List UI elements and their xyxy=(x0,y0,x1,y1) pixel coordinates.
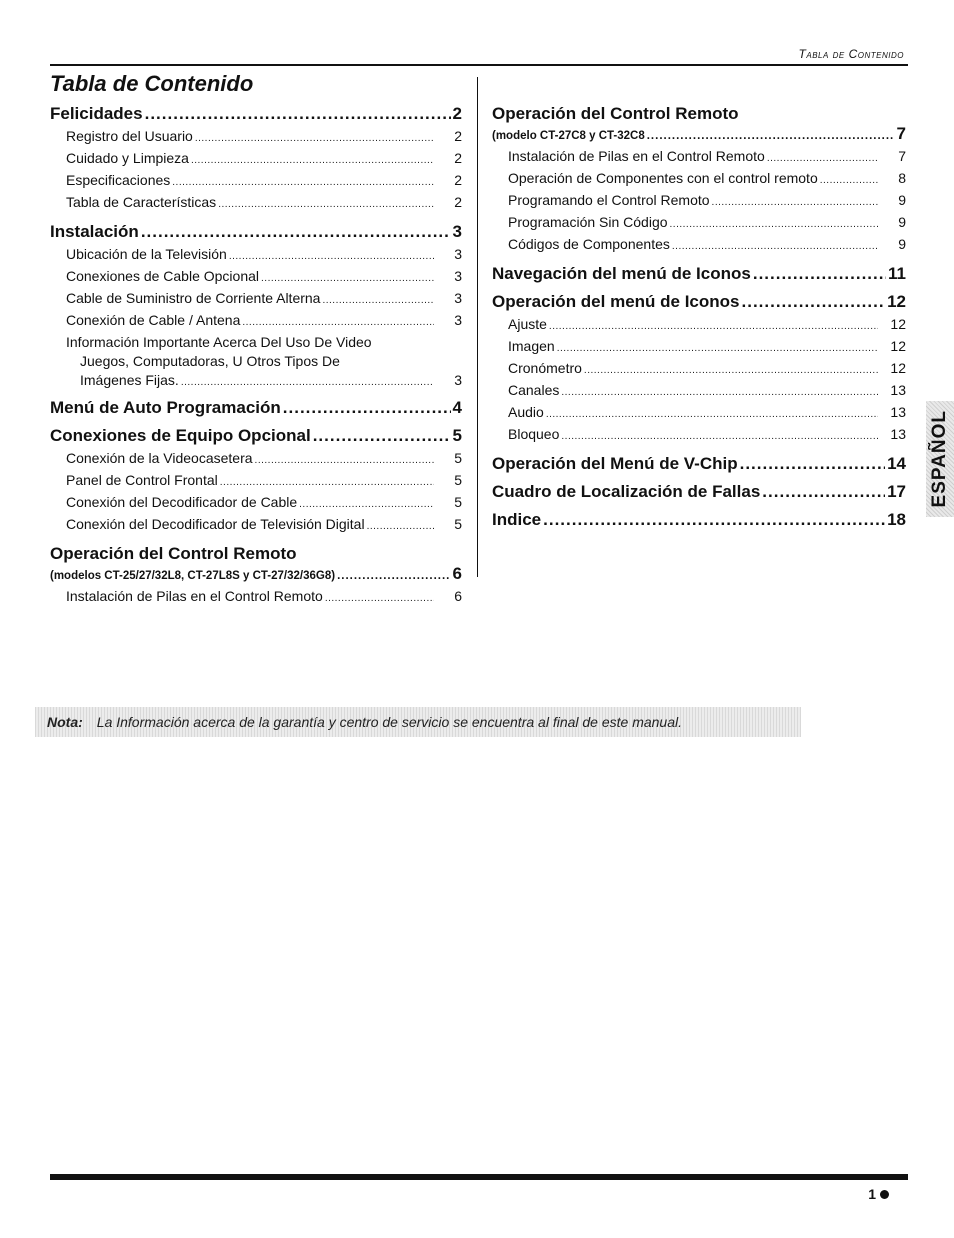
page-title: Tabla de Contenido xyxy=(50,71,254,96)
toc-section-felicidades[interactable]: Felicidades ..... 2 xyxy=(50,104,462,124)
toc-item[interactable]: Registro del Usuario ..... 2 xyxy=(50,128,462,150)
toc-item[interactable]: Instalación de Pilas en el Control Remoto ..... 6 xyxy=(50,588,462,610)
toc-section-instalacion[interactable]: Instalación ..... 3 xyxy=(50,222,462,242)
toc-item[interactable]: Conexión de Cable / Antena ..... 3 xyxy=(50,312,462,334)
toc-item[interactable]: Imagen ..... 12 xyxy=(492,338,906,360)
toc-item[interactable]: Programación Sin Código ..... 9 xyxy=(492,214,906,236)
page-number: 1 xyxy=(868,1186,889,1202)
toc-item[interactable]: Instalación de Pilas en el Control Remoto ..... 7 xyxy=(492,148,906,170)
toc-item[interactable]: Códigos de Componentes ..... 9 xyxy=(492,236,906,258)
toc-item[interactable]: Ubicación de la Televisión ..... 3 xyxy=(50,246,462,268)
toc-section-auto-programacion[interactable]: Menú de Auto Programación ..... 4 xyxy=(50,398,462,418)
toc-item[interactable]: Programando el Control Remoto ..... 9 xyxy=(492,192,906,214)
toc-section-v-chip[interactable]: Operación del Menú de V-Chip ..... 14 xyxy=(492,454,906,474)
bullet-icon xyxy=(880,1190,889,1199)
toc-section-control-remoto-l8[interactable]: Operación del Control Remoto xyxy=(50,544,297,563)
toc-item[interactable]: Audio ..... 13 xyxy=(492,404,906,426)
column-divider xyxy=(477,77,478,577)
language-side-tab: ESPAÑOL xyxy=(926,401,954,517)
note-text: La Información acerca de la garantía y centro de servicio se encuentra al final de este manual. xyxy=(96,714,683,730)
toc-item[interactable]: Especificaciones ..... 2 xyxy=(50,172,462,194)
toc-item[interactable]: Cuidado y Limpieza ..... 2 xyxy=(50,150,462,172)
top-rule xyxy=(50,64,908,66)
toc-item[interactable]: Canales ..... 13 xyxy=(492,382,906,404)
toc-section-fallas[interactable]: Cuadro de Localización de Fallas ..... 17 xyxy=(492,482,906,502)
toc-item[interactable]: Tabla de Características ..... 2 xyxy=(50,194,462,216)
toc-item[interactable]: Cronómetro ..... 12 xyxy=(492,360,906,382)
toc-item[interactable]: Conexiones de Cable Opcional ..... 3 xyxy=(50,268,462,290)
toc-item[interactable]: Operación de Componentes con el control remoto ..... 8 xyxy=(492,170,906,192)
toc-item-multiline[interactable]: Información Importante Acerca Del Uso De Video Juegos, Computadoras, U Otros Tipos De Imágenes Fijas. ..... 3 xyxy=(50,334,462,392)
toc-left-column xyxy=(50,104,462,616)
bottom-rule xyxy=(50,1174,908,1180)
toc-section-indice[interactable]: Indice ..... 18 xyxy=(492,510,906,530)
note-bar xyxy=(35,707,801,737)
toc-item[interactable]: Panel de Control Frontal ..... 5 xyxy=(50,472,462,494)
toc-section-control-remoto-c8[interactable]: Operación del Control Remoto xyxy=(492,104,739,123)
toc-item[interactable]: Conexión del Decodificador de Cable ..... 5 xyxy=(50,494,462,516)
toc-item[interactable]: Ajuste ..... 12 xyxy=(492,316,906,338)
toc-section-conexiones[interactable]: Conexiones de Equipo Opcional ..... 5 xyxy=(50,426,462,446)
toc-section-model-line[interactable]: (modelo CT-27C8 y CT-32C8 ..... 7 xyxy=(492,124,906,144)
note-label: Nota: xyxy=(47,714,83,730)
toc-right-column xyxy=(492,104,906,530)
toc-item[interactable]: Conexión de la Videocasetera ..... 5 xyxy=(50,450,462,472)
toc-item[interactable]: Cable de Suministro de Corriente Alterna ..... 3 xyxy=(50,290,462,312)
toc-section-model-line[interactable]: (modelos CT-25/27/32L8, CT-27L8S y CT-27/32/36G8) ..... 6 xyxy=(50,564,462,584)
toc-item[interactable]: Bloqueo ..... 13 xyxy=(492,426,906,448)
toc-section-operacion-menu[interactable]: Operación del menú de Iconos ..... 12 xyxy=(492,292,906,312)
toc-section-navegacion-menu[interactable]: Navegación del menú de Iconos ..... 11 xyxy=(492,264,906,284)
running-head: Tabla de Contenido xyxy=(798,47,904,61)
toc-item[interactable]: Conexión del Decodificador de Televisión Digital ..... 5 xyxy=(50,516,462,538)
